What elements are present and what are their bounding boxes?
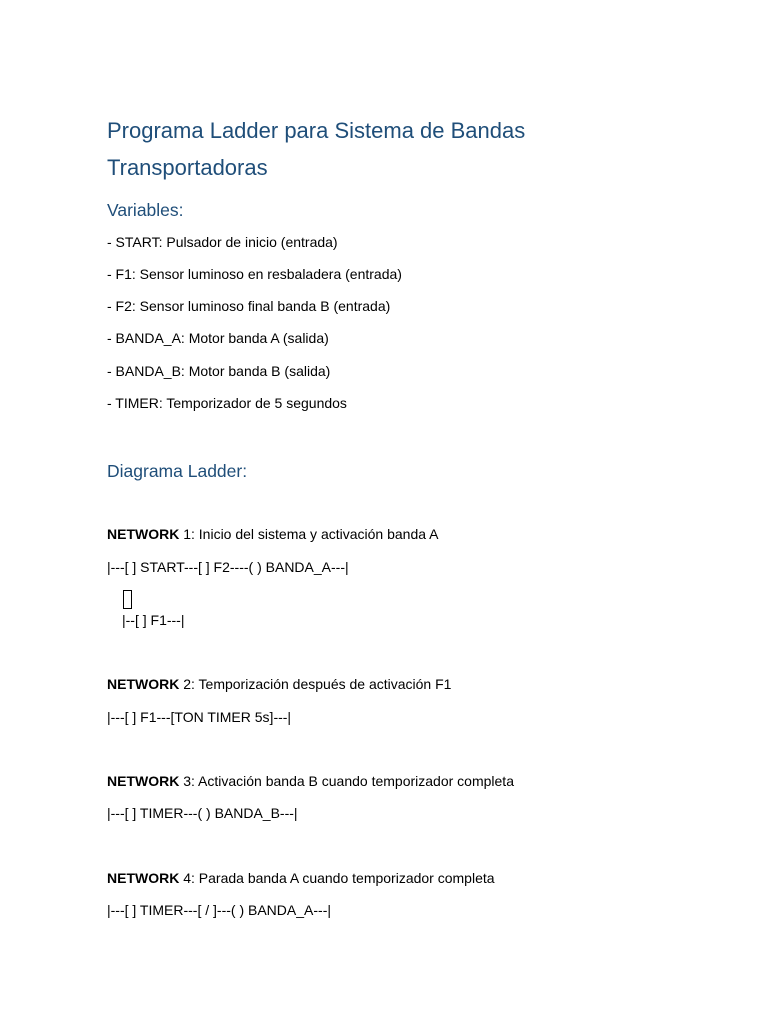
variable-item-start: - START: Pulsador de inicio (entrada) <box>107 234 338 250</box>
missing-glyph-icon <box>123 590 132 609</box>
network-description: 2: Temporización después de activación F1 <box>179 676 452 692</box>
variables-heading: Variables: <box>107 200 184 220</box>
network-2-title <box>107 675 451 693</box>
network-3-title <box>107 772 514 790</box>
variable-item-timer: - TIMER: Temporizador de 5 segundos <box>107 395 347 411</box>
variable-item-banda-b: - BANDA_B: Motor banda B (salida) <box>107 363 331 379</box>
variable-item-banda-a: - BANDA_A: Motor banda A (salida) <box>107 330 329 346</box>
network-1-title <box>107 525 438 543</box>
document-title: Programa Ladder para Sistema de Bandas Transportadoras <box>107 118 526 180</box>
network-keyword: NETWORK <box>107 773 180 789</box>
network-keyword: NETWORK <box>107 676 180 692</box>
network-1-rung: |---[ ] START---[ ] F2----( ) BANDA_A---| <box>107 559 349 575</box>
network-description: 4: Parada banda A cuando temporizador completa <box>179 870 495 886</box>
network-keyword: NETWORK <box>107 526 180 542</box>
diagram-heading: Diagrama Ladder: <box>107 461 248 481</box>
variable-item-f1: - F1: Sensor luminoso en resbaladera (entrada) <box>107 266 402 282</box>
network-1-branch: |--[ ] F1---| <box>122 612 185 628</box>
network-description: 1: Inicio del sistema y activación banda A <box>179 526 439 542</box>
variable-item-f2: - F2: Sensor luminoso final banda B (entrada) <box>107 298 391 314</box>
network-4-title <box>107 869 495 887</box>
network-3-rung: |---[ ] TIMER---( ) BANDA_B---| <box>107 805 298 821</box>
network-2-rung: |---[ ] F1---[TON TIMER 5s]---| <box>107 709 292 725</box>
network-description: 3: Activación banda B cuando temporizador completa <box>179 773 514 789</box>
network-4-rung: |---[ ] TIMER---[ / ]---( ) BANDA_A---| <box>107 902 331 918</box>
network-keyword: NETWORK <box>107 870 180 886</box>
